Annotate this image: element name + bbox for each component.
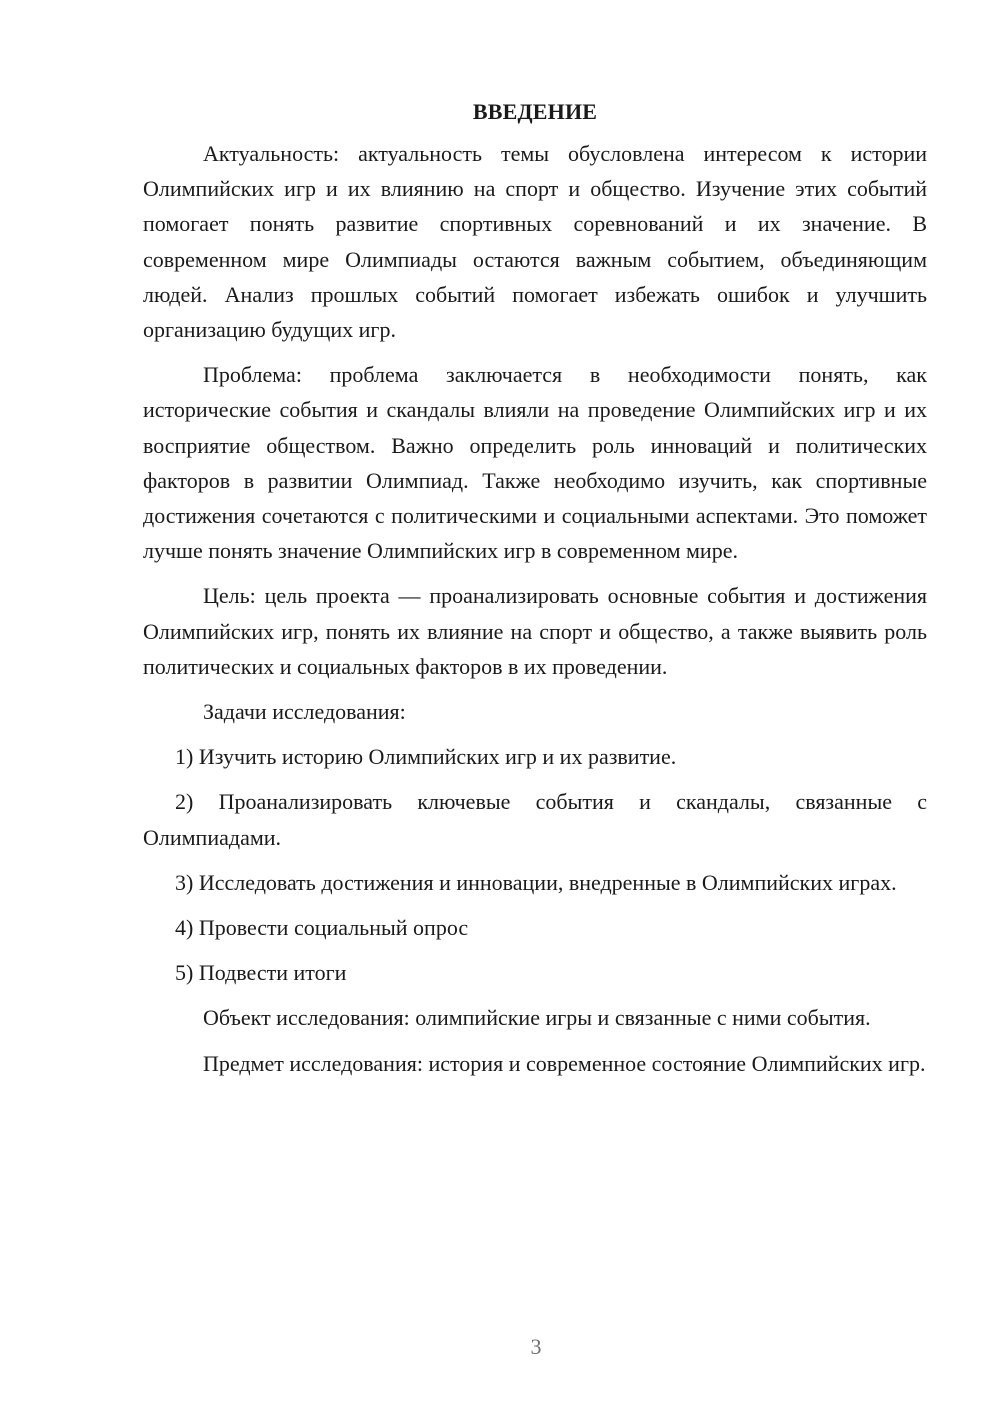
task-item-4: 4) Провести социальный опрос (175, 915, 469, 941)
paragraph-subject: Предмет исследования: история и современное состояние Олимпийских игр. (203, 1050, 926, 1076)
section-title: ВВЕДЕНИЕ (472, 99, 598, 124)
paragraph-goal: Цель: цель проекта — проанализировать основные события и достижения Олимпийских игр, понять их влияние на спорт и общество, а также выявить роль политических и социальных факторов в их проведении. (143, 583, 927, 679)
page-content (143, 94, 927, 1091)
task-item-5: 5) Подвести итоги (175, 960, 347, 986)
paragraph-object: Объект исследования: олимпийские игры и связанные с ними события. (203, 1005, 871, 1031)
paragraph-relevance: Актуальность: актуальность темы обусловлена интересом к истории Олимпийских игр и их влиянию на спорт и общество. Изучение этих событий помогает понять развитие спортивных соревнований и их значение. В современном мире Олимпиады остаются важным событием, объединяющим людей. Анализ прошлых событий помогает избежать ошибок и улучшить организацию будущих игр. (143, 141, 927, 343)
page-number: 3 (530, 1334, 542, 1359)
task-item-1: 1) Изучить историю Олимпийских игр и их развитие. (175, 744, 677, 770)
paragraph-problem: Проблема: проблема заключается в необходимости понять, как исторические события и скандалы влияли на проведение Олимпийских игр и их восприятие обществом. Важно определить роль инноваций и политических факторов в развитии Олимпиад. Также необходимо изучить, как спортивные достижения сочетаются с политическими и социальными аспектами. Это поможет лучше понять значение Олимпийских игр в современном мире. (143, 362, 927, 564)
task-item-3: 3) Исследовать достижения и инновации, внедренные в Олимпийских играх. (175, 869, 897, 895)
task-item-2: 2) Проанализировать ключевые события и скандалы, связанные с Олимпиадами. (143, 789, 927, 850)
paragraph-tasks-heading: Задачи исследования: (203, 699, 406, 725)
